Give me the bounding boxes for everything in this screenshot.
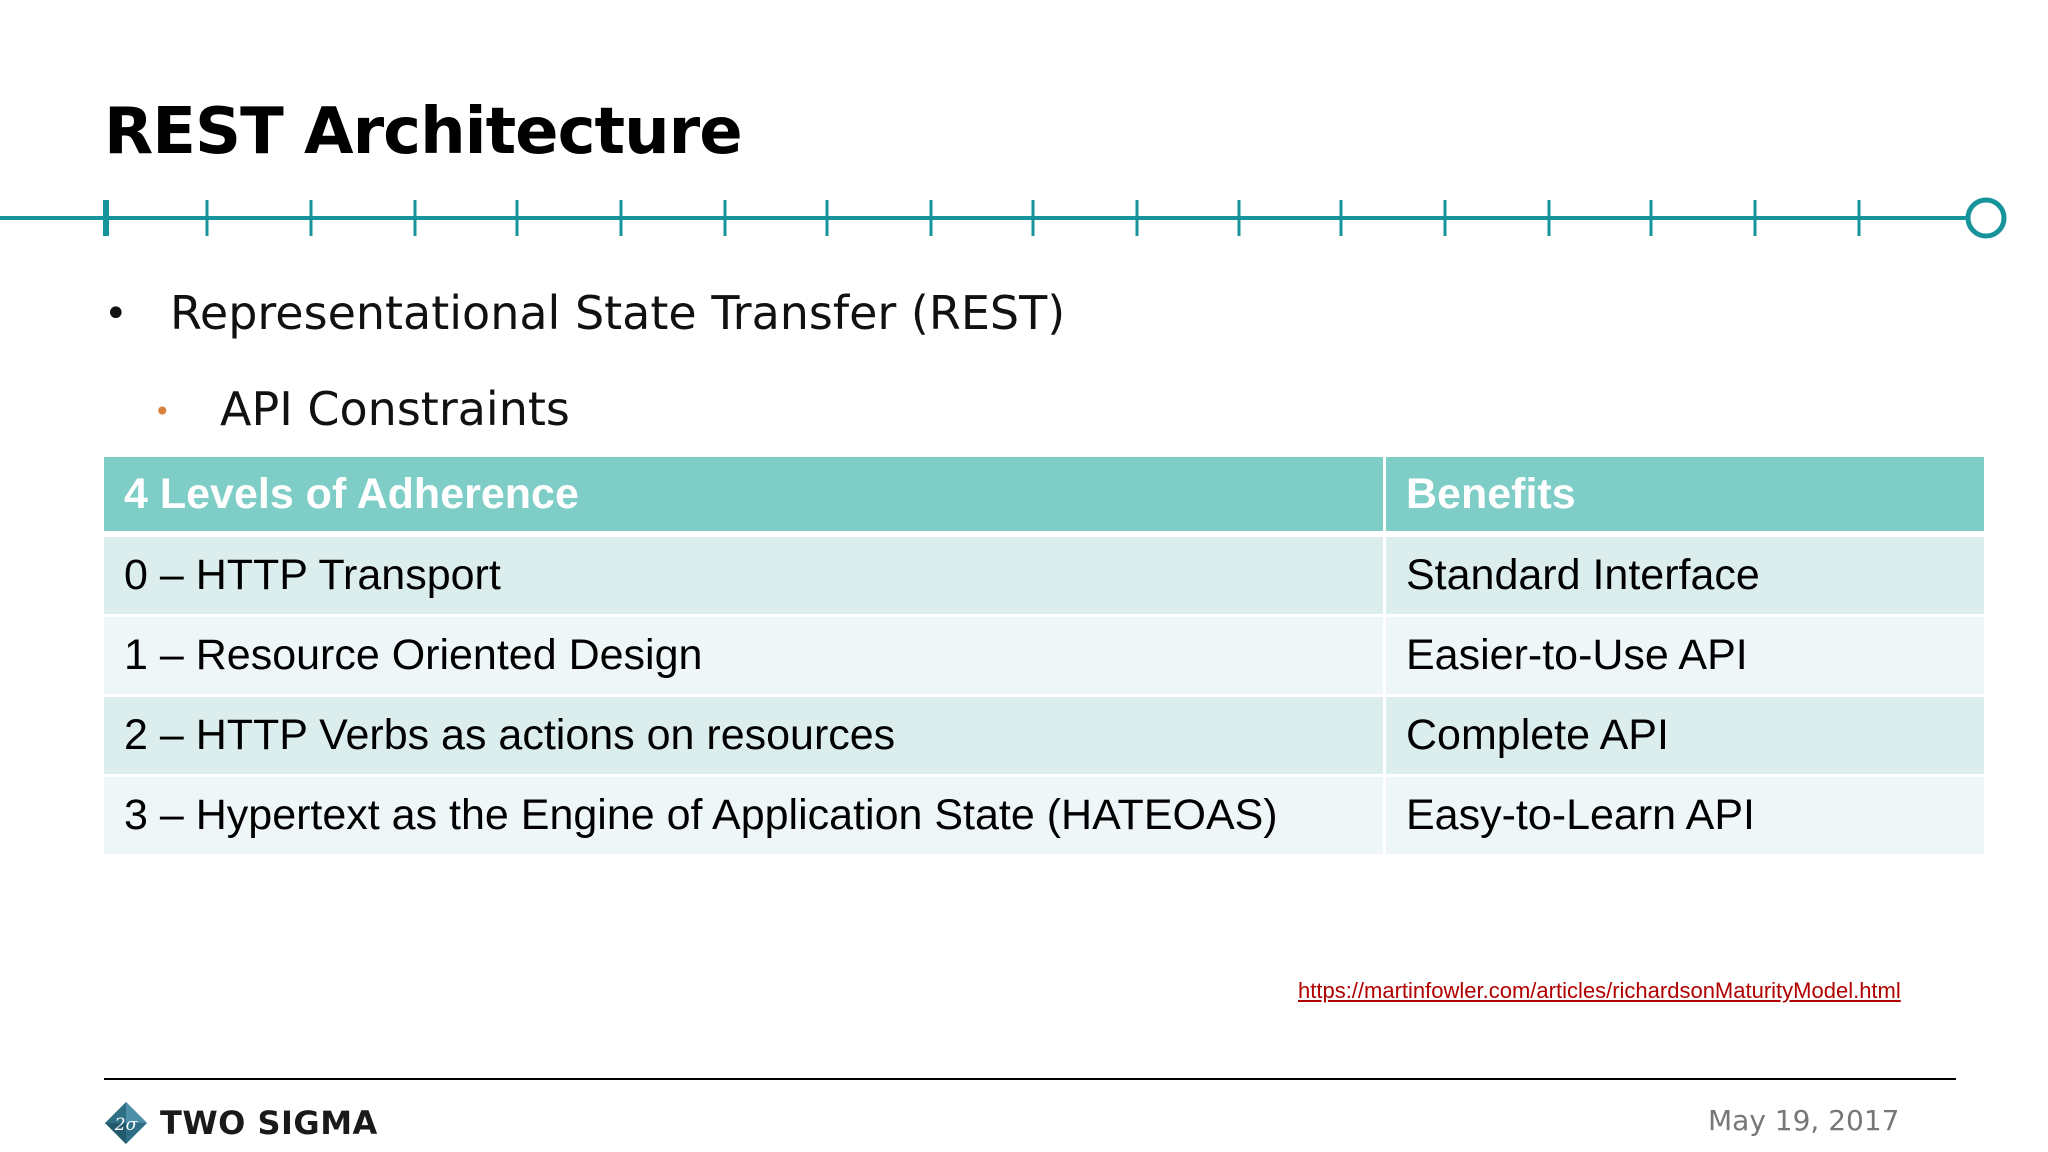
table-header-benefits: Benefits [1386, 457, 1984, 537]
page-title: REST Architecture [104, 95, 742, 169]
source-link[interactable]: https://martinfowler.com/articles/richardsonMaturityModel.html [1298, 978, 1901, 1003]
table-cell-benefit: Complete API [1386, 697, 1984, 777]
table-cell-level: 0 – HTTP Transport [104, 537, 1386, 617]
table-cell-level: 1 – Resource Oriented Design [104, 617, 1386, 697]
timeline-end-circle [1968, 200, 2004, 236]
table-row [104, 537, 1984, 617]
two-sigma-logo [104, 1098, 378, 1148]
bullet-marker: • [104, 291, 128, 337]
table-cell-benefit: Standard Interface [1386, 537, 1984, 617]
table-header-row [104, 457, 1984, 537]
two-sigma-diamond-icon [104, 1101, 148, 1145]
table-cell-level: 3 – Hypertext as the Engine of Application State (HATEOAS) [104, 777, 1386, 857]
timeline-ruler-icon [0, 196, 2048, 246]
sub-bullet-text: API Constraints [220, 382, 570, 436]
table-row [104, 617, 1984, 697]
table-header-levels: 4 Levels of Adherence [104, 457, 1386, 537]
adherence-table [104, 457, 1984, 857]
sub-bullet-marker: • [154, 395, 171, 428]
slide-date: May 19, 2017 [1708, 1104, 1900, 1137]
table-cell-benefit: Easy-to-Learn API [1386, 777, 1984, 857]
logo-mark-text: 2σ [114, 1115, 138, 1135]
table-row [104, 697, 1984, 777]
table-cell-level: 2 – HTTP Verbs as actions on resources [104, 697, 1386, 777]
footer-divider [104, 1078, 1956, 1080]
logo-text: TWO SIGMA [160, 1104, 378, 1142]
table-cell-benefit: Easier-to-Use API [1386, 617, 1984, 697]
bullet-text: Representational State Transfer (REST) [170, 286, 1066, 340]
table-row [104, 777, 1984, 857]
